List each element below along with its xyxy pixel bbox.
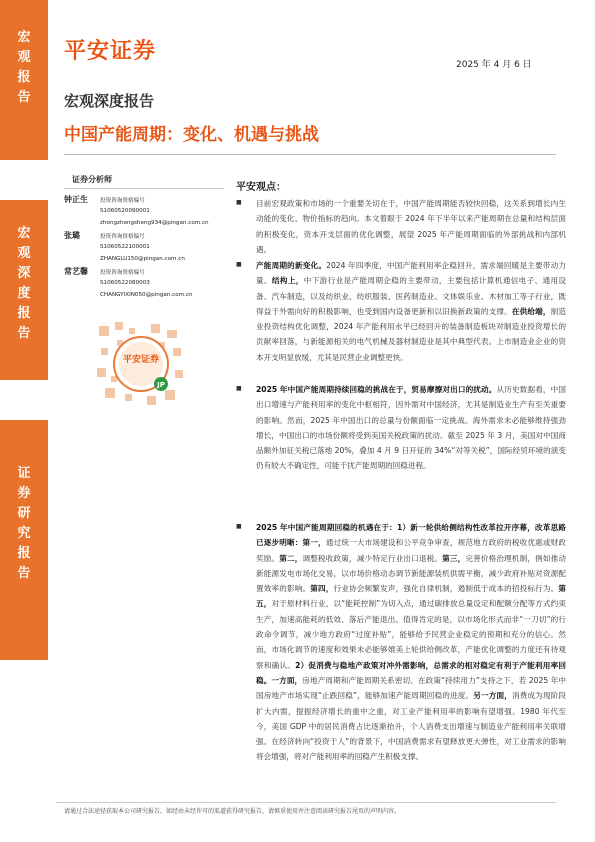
paragraph-emphasis: 产能周期的新变化。 — [256, 261, 327, 270]
sidebar-tag-label: 证券研究报告 — [17, 466, 31, 581]
paragraph-emphasis: 第三， — [442, 553, 466, 563]
sidebar — [0, 0, 48, 842]
title-divider — [64, 154, 556, 155]
paragraph-text: 对于原材料行业，以“能耗控制”为切入点，通过碳排放总量设定和配额分配等方式约束生产，加速高能耗的低效、落后产能退出。值得肯定的是，以市场化形式而非“一刀切”的行政命令调节，减少地方政府“过度补贴”，能够给予民营企业稳定的预期和充分的信心。然而，市场化调节的速度和效果未必能够媲美上轮供给侧改革，产能优化调整的力度还有待观察和确认。 — [256, 599, 567, 670]
analyst-cert-title: 投资咨询资格编号 — [100, 270, 145, 276]
viewpoint-heading: 平安观点： — [236, 182, 286, 193]
bullet-icon: ■ — [236, 199, 242, 206]
paragraph-emphasis: 第五， — [256, 584, 567, 609]
bullet-icon: ■ — [236, 385, 242, 392]
paragraph-text: 行业协会频繁发声，强化自律机制，遏制低于成本的招投标行为。 — [333, 584, 559, 594]
paragraph-text: 通过统一大市场建设和公平竞争审查，规范地方政府的税收优惠或财政奖励。 — [256, 538, 567, 563]
analyst-name: 常艺馨 — [64, 267, 88, 276]
paragraph-emphasis: 第四， — [310, 584, 334, 594]
paragraph-emphasis: 2）促消费与稳地产政策对冲外需影响，总需求的相对稳定有利于产能利用率回稳。一方面， — [256, 660, 567, 685]
bullet-icon: ■ — [236, 523, 242, 530]
sidebar-tag-label: 宏观深度报告 — [17, 226, 31, 341]
analyst-license: S1060520090001 — [100, 208, 150, 214]
paragraph-emphasis: 在供给端， — [511, 306, 551, 316]
sidebar-tag-label: 宏观报告 — [17, 30, 31, 105]
paragraph-body — [256, 382, 566, 474]
paragraph-text: 消费成为现阶段扩大内需，提振经济增长的重中之重，对工业产能利用率的影响有望增强。1980 年代至今，美国 GDP 中的居民消费占比逐渐抬升，个人消费支出增速与制造业产能利用率关联增强。在经济转向“投资于人”的背景下，中国消费需求有望释放更大弹性，对工业需求的影响将会增强，将对产能利用率的回稳产生积极支撑。 — [256, 691, 567, 762]
analyst-cert-title: 投资咨询资格编号 — [100, 234, 145, 240]
paragraph-text: 房地产周期和产能周期关系密切。在政策“持续用力”支持之下，若 2025 年中国房地产市场实现“止跌回稳”，能够加速产能周期回稳的进度。 — [256, 675, 566, 701]
analyst-license: S1060522100001 — [100, 244, 150, 250]
analyst-email[interactable]: zhongzhengsheng934@pingan.com.cn — [100, 220, 209, 226]
analyst-name: 张璐 — [64, 231, 80, 240]
paragraph-text: 从历史数据看，中国出口增速与产能利用率的变化中枢相符，因外需对中国经济，尤其是制造业生产有至关重要的影响。然而，2025 年中国出口的总量与份额面临一定挑战。海外需求未必能够维持强劲增长，中国出口的市场份额将受到美国关税政策的扰动。截至 2025 年 3 月，美国对中国商品额外加征关税已落地 20%，叠加 4 月 9 日开征的 34%“对等关税”，国际经贸环境的演变仍有较大不确定性，可能干扰产能周期的回稳进程。 — [256, 385, 566, 471]
paragraph-text: 中下游行业是产能周期企稳的主要带动，主要包括计算机通信电子、通用设备、汽车制造，以及纺织业、纺织服装、医药制造业、文体娱乐业、木材加工等子行业，既得益于外需向好的积极影响，也受到国内设备更新和以旧换新政策的支撑。 — [256, 276, 567, 316]
report-date: 2025 年 4 月 6 日 — [456, 60, 532, 70]
paragraph-body — [256, 520, 566, 765]
footer-disclaimer: 请通过合法途径获取本公司研究报告，如经由未经许可的渠道获得研究报告，请慎重使用并注意阅读研究报告尾页的声明内容。 — [64, 808, 401, 815]
footer-divider — [56, 802, 556, 803]
sidebar-tag-securities-research — [0, 420, 48, 660]
paragraph-text: 2024 年四季度，中国产能利用率企稳回升，需求端回暖是主要带动力量。 — [256, 261, 566, 286]
analyst-cert-title: 投资咨询资格编号 — [100, 198, 145, 204]
paragraph-body — [256, 258, 566, 365]
paragraph-text: 制造业投资结构优化调整，2024 年产能利用水平已经回升的装备制造板块对制造业投资增长的贡献率回落，与新能源相关的电气机械及器材制造业是其中典型代表。上市制造业企业的资本开支明显放缓，尤其是民营企业调整更快。 — [256, 306, 567, 362]
paragraph-emphasis: 结构上， — [271, 276, 304, 286]
paragraph-emphasis: 另一方面， — [473, 691, 512, 701]
analyst-license: S1060522080003 — [100, 280, 150, 286]
paragraph-text: 目前宏观政策和市场的一个重要关切在于，中国产能周期能否较快回稳，这关系到增长内生动能的变化、物价指标的趋向。本文着眼于 2024 年下半年以来产能周期在总量和结构层面的积极变化，资本开支层面的优化调整，展望 2025 年产能周期面临的外部挑战和内部机遇。 — [256, 199, 566, 254]
analyst-email[interactable]: CHANGYIXIN050@pingan.com.cn — [100, 292, 193, 298]
stamp-text: 平安证券 — [122, 355, 160, 365]
paragraph-emphasis: 第二， — [279, 553, 303, 563]
paragraph-text: 调整税收政策，减少特定行业出口退税。 — [302, 553, 443, 563]
analyst-email[interactable]: ZHANGLU150@pingan.com.cn — [100, 256, 185, 262]
paragraph-body — [256, 196, 566, 257]
brand-logo: 平安证券 — [64, 39, 157, 64]
bullet-icon: ■ — [236, 261, 242, 268]
paragraph-emphasis: 2025 年中国产能周期持续回稳的挑战在于，贸易摩擦对出口的扰动。 — [256, 385, 497, 394]
report-type: 宏观深度报告 — [64, 92, 155, 110]
analyst-divider — [64, 188, 224, 189]
sidebar-tag-macro-deep-report — [0, 200, 48, 380]
analyst-name: 钟正生 — [64, 195, 88, 204]
analyst-heading: 证券分析师 — [72, 175, 112, 184]
paragraph-emphasis: 2025 年中国产能周期回稳的机遇在于：1）新一轮供给侧结构性改革拉开序幕，改革思路已逐步明晰：第一， — [256, 523, 566, 548]
page-title: 中国产能周期：变化、机遇与挑战 — [64, 125, 319, 145]
sidebar-tag-macro-report — [0, 0, 48, 160]
paragraph-text: 完善价格治理机制，例如推动新能源发电市场化交易，以市场价格动态调节新能源装机供需平衡，减少政府补贴对资源配置效率的影响。 — [256, 553, 567, 594]
stamp-badge: JP — [157, 381, 165, 389]
brand-stamp-icon — [95, 318, 187, 410]
